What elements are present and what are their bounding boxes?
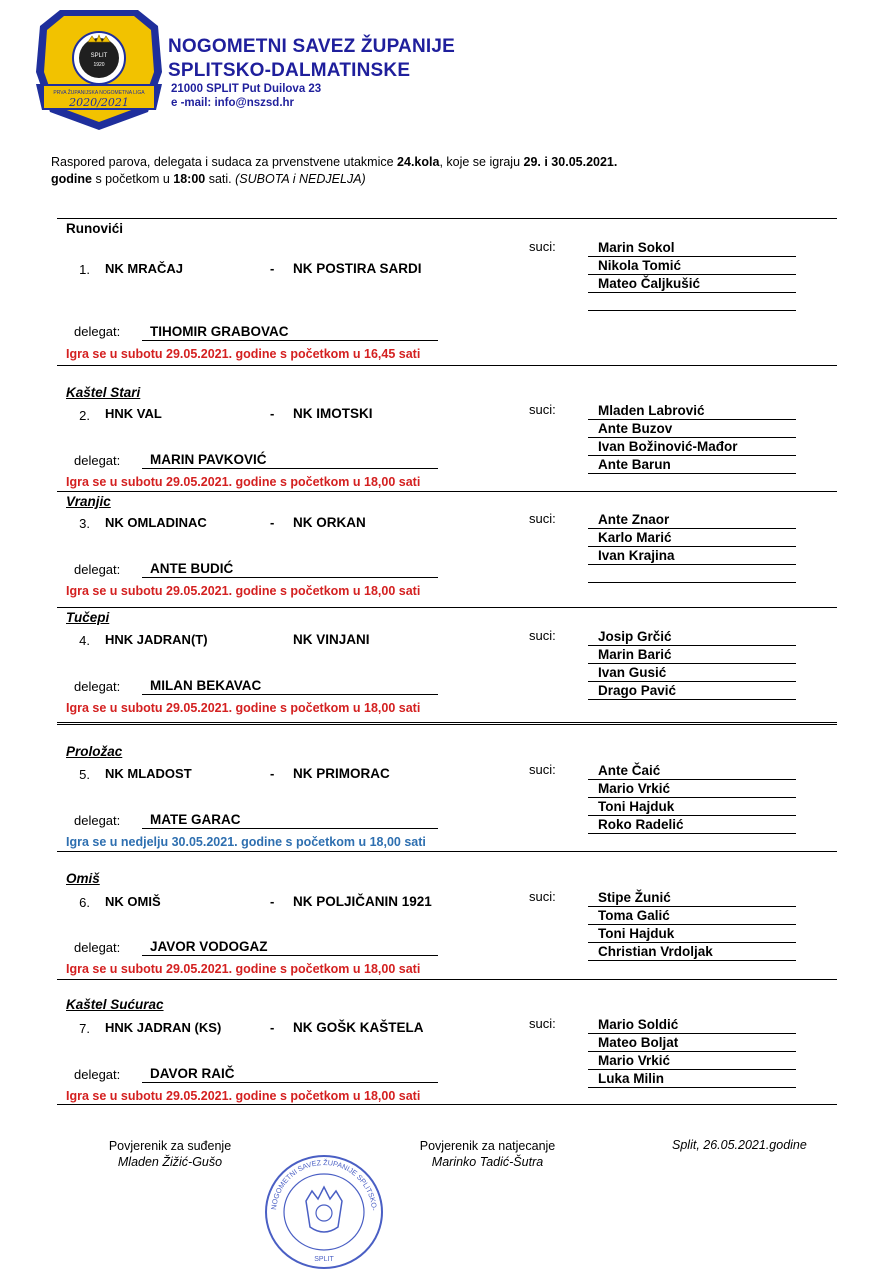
referee-name: Marin Barić — [588, 646, 796, 664]
match-note: Igra se u nedjelju 30.05.2021. godine s početkom u 18,00 sati — [66, 835, 426, 849]
separator-line — [57, 851, 837, 852]
delegate-label: delegat: — [74, 453, 121, 468]
delegate-label: delegat: — [74, 1067, 121, 1082]
referee-name: Mario Vrkić — [588, 1052, 796, 1070]
referee-name: Ante Barun — [588, 456, 796, 474]
svg-text:2020/2021: 2020/2021 — [69, 96, 129, 109]
away-team: NK ORKAN — [293, 515, 366, 530]
match-venue: Runovići — [66, 221, 124, 236]
referee-name: Stipe Žunić — [588, 889, 796, 907]
delegate-name: JAVOR VODOGAZ — [142, 938, 438, 956]
home-team: NK OMIŠ — [105, 894, 161, 909]
delegate-label: delegat: — [74, 813, 121, 828]
referees-label: suci: — [529, 239, 556, 254]
match-number: 3. — [79, 516, 90, 531]
referee-name: Ante Čaić — [588, 762, 796, 780]
match-note: Igra se u subotu 29.05.2021. godine s početkom u 18,00 sati — [66, 584, 421, 598]
place-and-date: Split, 26.05.2021.godine — [672, 1138, 807, 1152]
delegate-name: ANTE BUDIĆ — [142, 560, 438, 578]
referee-name — [588, 293, 796, 311]
referee-name: Mario Soldić — [588, 1016, 796, 1034]
svg-text:PRVA ŽUPANIJSKA NOGOMETNA LIGA: PRVA ŽUPANIJSKA NOGOMETNA LIGA — [53, 90, 145, 96]
separator-line — [57, 979, 837, 980]
referee-name: Mladen Labrović — [588, 402, 796, 420]
referee-name: Toni Hajduk — [588, 798, 796, 816]
referees-label: suci: — [529, 628, 556, 643]
referees-label: suci: — [529, 889, 556, 904]
separator-line — [57, 607, 837, 608]
match-number: 7. — [79, 1021, 90, 1036]
delegate-label: delegat: — [74, 679, 121, 694]
home-team: NK MLADOST — [105, 766, 192, 781]
referees-label: suci: — [529, 402, 556, 417]
referee-name: Ante Buzov — [588, 420, 796, 438]
svg-text:NOGOMETNI SAVEZ ŽUPANIJE SPLIT: NOGOMETNI SAVEZ ŽUPANIJE SPLITSKO- — [269, 1157, 379, 1211]
referee-name: Josip Grčić — [588, 628, 796, 646]
federation-name-line2: SPLITSKO-DALMATINSKE — [168, 60, 411, 81]
referees-label: suci: — [529, 762, 556, 777]
separator-line — [57, 365, 837, 366]
match-dash: - — [270, 515, 275, 530]
referee-name: Mario Vrkić — [588, 780, 796, 798]
match-number: 6. — [79, 895, 90, 910]
match-number: 2. — [79, 408, 90, 423]
delegate-name: DAVOR RAIČ — [142, 1065, 438, 1083]
match-dash: - — [270, 894, 275, 909]
away-team: NK VINJANI — [293, 632, 370, 647]
delegate-name: MILAN BEKAVAC — [142, 677, 438, 695]
match-venue: Omiš — [66, 871, 100, 886]
referee-name: Roko Radelić — [588, 816, 796, 834]
match-venue: Kaštel Sućurac — [66, 997, 164, 1012]
svg-text:SPLIT: SPLIT — [314, 1256, 334, 1263]
match-note: Igra se u subotu 29.05.2021. godine s početkom u 18,00 sati — [66, 701, 421, 715]
separator-line — [57, 1104, 837, 1105]
match-venue: Kaštel Stari — [66, 385, 141, 400]
away-team: NK PRIMORAC — [293, 766, 390, 781]
intro-text: Raspored parova, delegata i sudaca za prvenstvene utakmice 24.kola, koje se igraju 29. i 30.05.2021. godine s početkom u 18:00 sati. (SUBOTA i NEDJELJA) — [51, 155, 618, 186]
delegate-name: MARIN PAVKOVIĆ — [142, 451, 438, 469]
svg-text:1920: 1920 — [93, 62, 105, 68]
referee-name: Ivan Krajina — [588, 547, 796, 565]
away-team: NK IMOTSKI — [293, 406, 373, 421]
competition-commissioner-signature: Povjerenik za natjecanje Marinko Tadić-Šutra — [419, 1139, 556, 1169]
away-team: NK POLJIČANIN 1921 — [293, 894, 432, 909]
match-venue: Proložac — [66, 744, 123, 759]
referee-name: Toma Galić — [588, 907, 796, 925]
referee-name: Marin Sokol — [588, 239, 796, 257]
official-stamp — [262, 1153, 386, 1271]
separator-line — [57, 722, 837, 725]
referees-label: suci: — [529, 511, 556, 526]
referee-name: Luka Milin — [588, 1070, 796, 1088]
federation-email: e -mail: info@nszsd.hr — [171, 97, 295, 109]
separator-line — [57, 218, 837, 219]
match-number: 4. — [79, 633, 90, 648]
delegate-label: delegat: — [74, 562, 121, 577]
match-note: Igra se u subotu 29.05.2021. godine s početkom u 18,00 sati — [66, 1089, 421, 1103]
referee-name: Christian Vrdoljak — [588, 943, 796, 961]
delegate-name: TIHOMIR GRABOVAC — [142, 323, 438, 341]
match-dash: - — [270, 1020, 275, 1035]
home-team: NK OMLADINAC — [105, 515, 207, 530]
federation-name-line1: NOGOMETNI SAVEZ ŽUPANIJE — [168, 36, 456, 57]
match-venue: Vranjic — [66, 494, 111, 509]
delegate-label: delegat: — [74, 324, 121, 339]
match-dash: - — [270, 766, 275, 781]
away-team: NK GOŠK KAŠTELA — [293, 1020, 424, 1035]
match-number: 1. — [79, 262, 90, 277]
referee-name: Karlo Marić — [588, 529, 796, 547]
match-note: Igra se u subotu 29.05.2021. godine s početkom u 18,00 sati — [66, 962, 421, 976]
referee-name — [588, 565, 796, 583]
home-team: NK MRAČAJ — [105, 261, 183, 276]
match-dash: - — [270, 261, 275, 276]
home-team: HNK JADRAN (KS) — [105, 1020, 222, 1035]
match-venue: Tučepi — [66, 610, 110, 625]
away-team: NK POSTIRA SARDI — [293, 261, 422, 276]
match-note: Igra se u subotu 29.05.2021. godine s početkom u 18,00 sati — [66, 475, 421, 489]
referees-label: suci: — [529, 1016, 556, 1031]
referee-name: Ante Znaor — [588, 511, 796, 529]
match-dash: - — [270, 406, 275, 421]
match-number: 5. — [79, 767, 90, 782]
delegate-name: MATE GARAC — [142, 811, 438, 829]
referee-name: Mateo Boljat — [588, 1034, 796, 1052]
home-team: HNK VAL — [105, 406, 162, 421]
referee-name: Nikola Tomić — [588, 257, 796, 275]
svg-text:SPLIT: SPLIT — [90, 53, 108, 59]
delegate-label: delegat: — [74, 940, 121, 955]
federation-logo — [30, 2, 168, 134]
match-note: Igra se u subotu 29.05.2021. godine s početkom u 16,45 sati — [66, 347, 421, 361]
referee-name: Drago Pavić — [588, 682, 796, 700]
referee-commissioner-signature: Povjerenik za suđenje Mladen Žižić-Gušo — [108, 1139, 232, 1169]
referee-name: Ivan Božinović-Mađor — [588, 438, 796, 456]
home-team: HNK JADRAN(T) — [105, 632, 208, 647]
federation-address: 21000 SPLIT Put Duilova 23 — [171, 83, 322, 95]
referee-name: Mateo Čaljkušić — [588, 275, 796, 293]
referee-name: Ivan Gusić — [588, 664, 796, 682]
referee-name: Toni Hajduk — [588, 925, 796, 943]
separator-line — [57, 491, 837, 492]
